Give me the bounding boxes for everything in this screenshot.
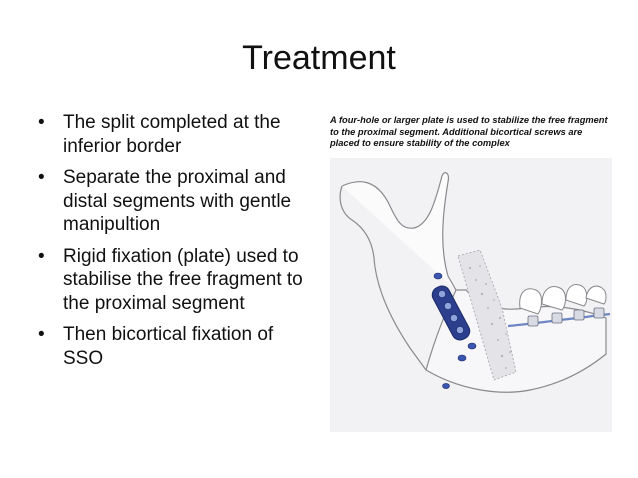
bullet-item (38, 323, 313, 370)
figure-caption: A four-hole or larger plate is used to stabilize the free fragment to the proximal segment. Additional bicortical screws are placed to ensure stability of the complex (330, 115, 608, 149)
slide-title: Treatment (242, 39, 396, 77)
bullet-text: Then bicortical fixation of SSO (63, 324, 274, 369)
bullet-text: Separate the proximal and distal segments with gentle manipultion (63, 167, 292, 235)
bullet-list (38, 111, 313, 378)
illustration-svg (330, 158, 612, 432)
bullet-item (38, 245, 313, 316)
bullet-dot: • (38, 112, 45, 133)
bullet-item (38, 111, 313, 158)
teeth (520, 285, 606, 314)
ramus-outline (342, 173, 456, 290)
bullet-text: The split completed at the inferior border (63, 112, 281, 157)
bullet-item (38, 166, 313, 237)
mandible-illustration (330, 158, 612, 432)
bullet-dot: • (38, 167, 45, 188)
bullet-dot: • (38, 324, 45, 345)
bullet-dot: • (38, 245, 45, 267)
bullet-text: Rigid fixation (plate) used to stabilise the free fragment to the proximal segment (63, 245, 303, 314)
